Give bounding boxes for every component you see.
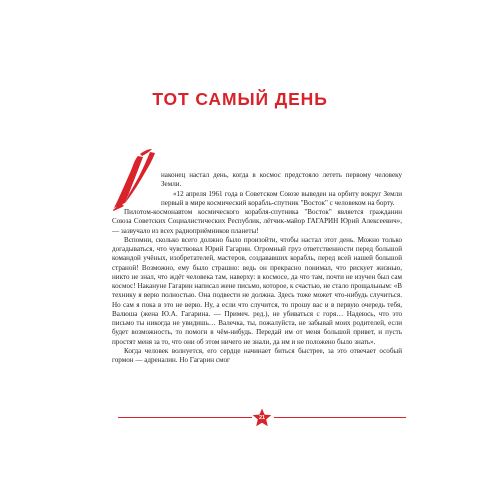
book-page xyxy=(44,22,436,452)
article-text xyxy=(112,171,402,365)
page-title: ТОТ САМЫЙ ДЕНЬ xyxy=(152,89,328,109)
paragraph-1: наконец настал день, когда в космос предстояло лететь первому человеку Земли. xyxy=(161,171,402,189)
paragraph-3: Пилотом-космонавтом космического корабля-спутника "Восток" является гражданин Союза Советских Социалистических Республик, лётчик-майор ГАГАРИН Юрий Алексеевич», — зазвучало из всех радиоприёмников планеты! xyxy=(112,208,402,235)
paragraph-2: «12 апреля 1961 года в Советском Союзе выведен на орбиту вокруг Земли первый в мире космический корабль-спутник "Восток" с человеком на борту. xyxy=(161,189,402,207)
footer-divider-right xyxy=(274,417,406,418)
page-number: 21 xyxy=(258,415,266,421)
footer-divider-left xyxy=(118,417,252,418)
paragraph-5: Когда человек волнуется, его сердце начинает биться быстрее, за это отвечает особый гормон — адреналин. Но Гагарин смог xyxy=(112,346,402,364)
paragraph-4: Вспомни, сколько всего должно было произойти, чтобы настал этот день. Можно только догадываться, что чувствовал Юрий Гагарин. Огромный груз ответственности перед большой командой учёных, изобретателей, мастеров, создававших корабль, перед всей нашей большой страной! Возможно, ему было страшно: ведь он прекрасно понимал, что рискует жизнью, никто не знал, что ждёт человека там, наверху: в космосе, да что там, почти не изучен был сам космос! Накануне Гагарин написал жене письмо, которое, к счастью, не стало прощальным: «В технику я верю полностью. Она подвести не должна. Здесь тоже может что-нибудь случиться. Но сам я пока в это не верю. Ну, а если что случится, то прошу вас и в первую очередь тебя, Валюша (жена Ю.А. Гагарина. — Примеч. ред.), не убиваться с горя… Надеюсь, что это письмо ты никогда не увидишь… Валечка, ты, пожалуйста, не забывай моих родителей, если будет возможность, то помоги в чём-нибудь. Передай им от меня большой привет, и пусть простят меня за то, что они об этом ничего не знали, да им и не положено было знать». xyxy=(112,235,402,346)
